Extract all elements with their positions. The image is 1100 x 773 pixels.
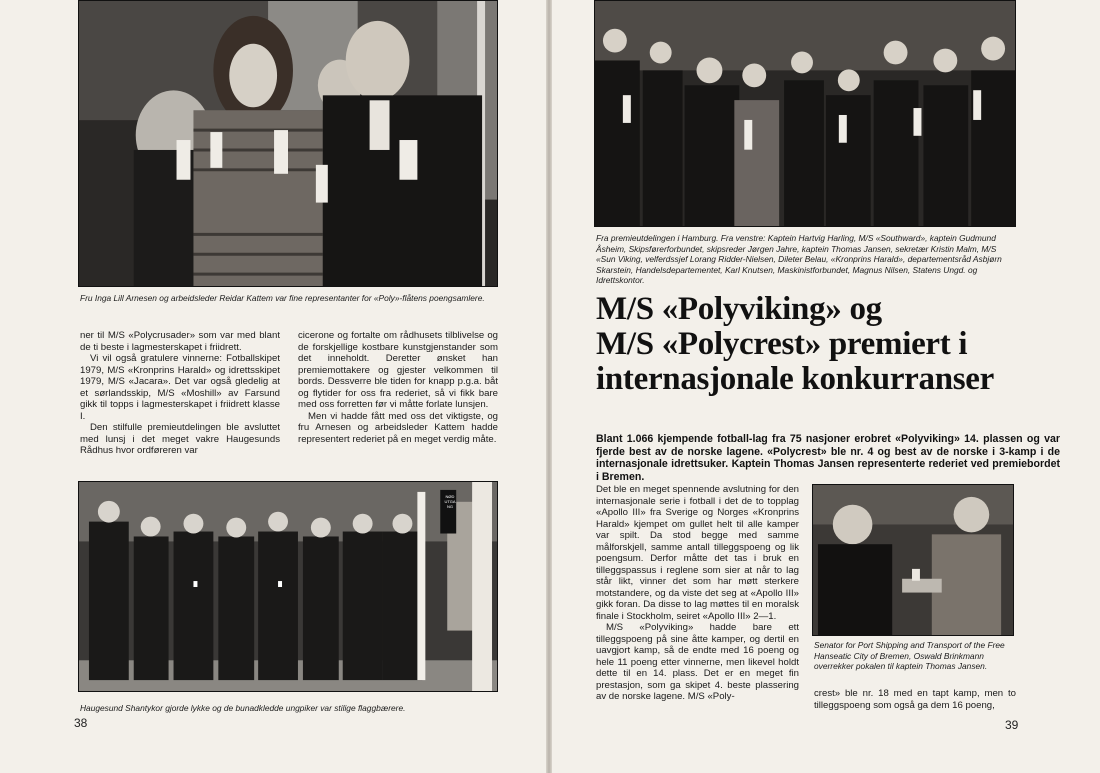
paragraph: M/S «Polyviking» hadde bare ett tilleggspoeng på sine åtte kamper, og dertil en uavgjort kamp, så de endte med 16 poeng og hele 11 poeng etter vinnerne, men likevel holdt dette til en 14. plass. Det er en meget fin prestasjon, som ga skipet 4. beste plassering av de norske lagene. M/S «Poly- [596, 622, 799, 702]
page-number: 38 [74, 716, 88, 730]
left-page-column-1 [80, 330, 280, 457]
headline-line: M/S «Polyviking» og [596, 291, 882, 327]
paragraph: Den stilfulle premieutdelingen ble avsluttet med lunsj i det meget vakre Haugesunds Rådhus hvor ordføreren var [80, 422, 280, 456]
bremen-photo-caption: Senator for Port Shipping and Transport of the Free Hanseatic City of Bremen, Oswald Brinkmann overrekker pokalen til kaptein Thomas Jansen. [814, 640, 1005, 671]
bremen-trophy-photo [812, 484, 1014, 636]
top-photo-caption: Fru Inga Lill Arnesen og arbeidsleder Reidar Kattem var fine representanter for «Poly»-flåtens poengsamlere. [80, 293, 485, 303]
right-page-column-1 [596, 484, 799, 703]
paragraph: ner til M/S «Polycrusader» som var med blant de ti beste i lagmesterskapet i friidrett. [80, 330, 280, 353]
article-headline [596, 292, 1066, 397]
paragraph: Vi vil også gratulere vinnerne: Fotballskipet 1979, M/S «Kronprins Harald» og idrettsskipet 1979, M/S «Jacara». Det var også gledelig at et sørlandsskip, M/S «Moshill» av Farsund gikk til topps i lagmesterskapet i friidrett klasse I. [80, 353, 280, 422]
left-page-column-2 [298, 330, 498, 445]
hamburg-ceremony-photo [594, 0, 1016, 227]
paragraph: cicerone og fortalte om rådhusets tilblivelse og de forskjellige kostbare kunstgjenstander som det inneholdt. Deretter ønsket han premiemottakere og gjester velkommen til bords. Dessverre ble tiden for knapp p.g.a. båt og flytider for oss fra rederiet, så vi fikk bare med oss forretten før vi måtte forlate lunsjen. [298, 330, 498, 410]
trophy-winners-photo [78, 0, 498, 287]
emergency-exit-sign: NØD UTGANG [444, 494, 456, 509]
paragraph: crest» ble nr. 18 med en tapt kamp, men to tilleggspoeng som også ga dem 16 poeng, [814, 688, 1016, 711]
left-page [0, 0, 546, 773]
hamburg-photo-caption: Fra premieutdelingen i Hamburg. Fra venstre: Kaptein Hartvig Harling, M/S «Southward», kaptein Gudmund Åsheim, Skipsførerforbundet, skipsreder Jørgen Jahre, kaptein Thomas Jansen, sekretær Kristin Malm, M/S «Sun Viking, velferdssjef Lorang Ridder-Nielsen, Dileter Belau, «Kronprins Harald», departementsråd Asbjørn Skarstein, Handelsdepartementet, Karl Knutsen, Maskinistforbundet, Magnus Nilsen, Statens Ungd. og Idrettskontor. [596, 233, 1002, 285]
shanty-choir-photo [78, 481, 498, 692]
page-number: 39 [1005, 718, 1019, 732]
right-page [552, 0, 1100, 773]
headline-line: M/S «Polycrest» premiert i [596, 326, 968, 362]
article-lead: Blant 1.066 kjempende fotball-lag fra 75 nasjoner erobret «Polyviking» 14. plassen og var fjerde best av de norske lagene. «Polycrest» ble nr. 4 og best av de norske i 3-kamp i de internasjonale idrettsuker. Kaptein Thomas Jansen representerte rederiet ved premiebordet i Bremen. [596, 433, 1060, 483]
right-page-column-2 [814, 688, 1016, 711]
paragraph: Men vi hadde fått med oss det viktigste, og fru Arnesen og arbeidsleder Kattem hadde representert rederiet på en meget verdig måte. [298, 410, 498, 445]
headline-line: internasjonale konkurranser [596, 361, 995, 397]
paragraph: Det ble en meget spennende avslutning for den internasjonale serie i fotball i det de to topplag «Apollo III» fra Sverige og Norges «Kronprins Harald» kjempet om gullet helt til alle kamper var spilt. Da stod begge med samme målforskjell, samme antall tilleggspoeng og lik poengsum. Derfor måtte det tas i bruk en tilleggspassus i reglene som sier at når to lag står likt, vinner det som har møtt sterkere motstandere, og da viste det seg at «Apollo III» gikk foran. Da disse to lag møttes til en moralsk finale i Stockholm, seiret «Apollo III» 2—1. [596, 484, 799, 622]
bottom-photo-caption: Haugesund Shantykor gjorde lykke og de bunadkledde ungpiker var stilige flaggbærere. [80, 703, 406, 713]
